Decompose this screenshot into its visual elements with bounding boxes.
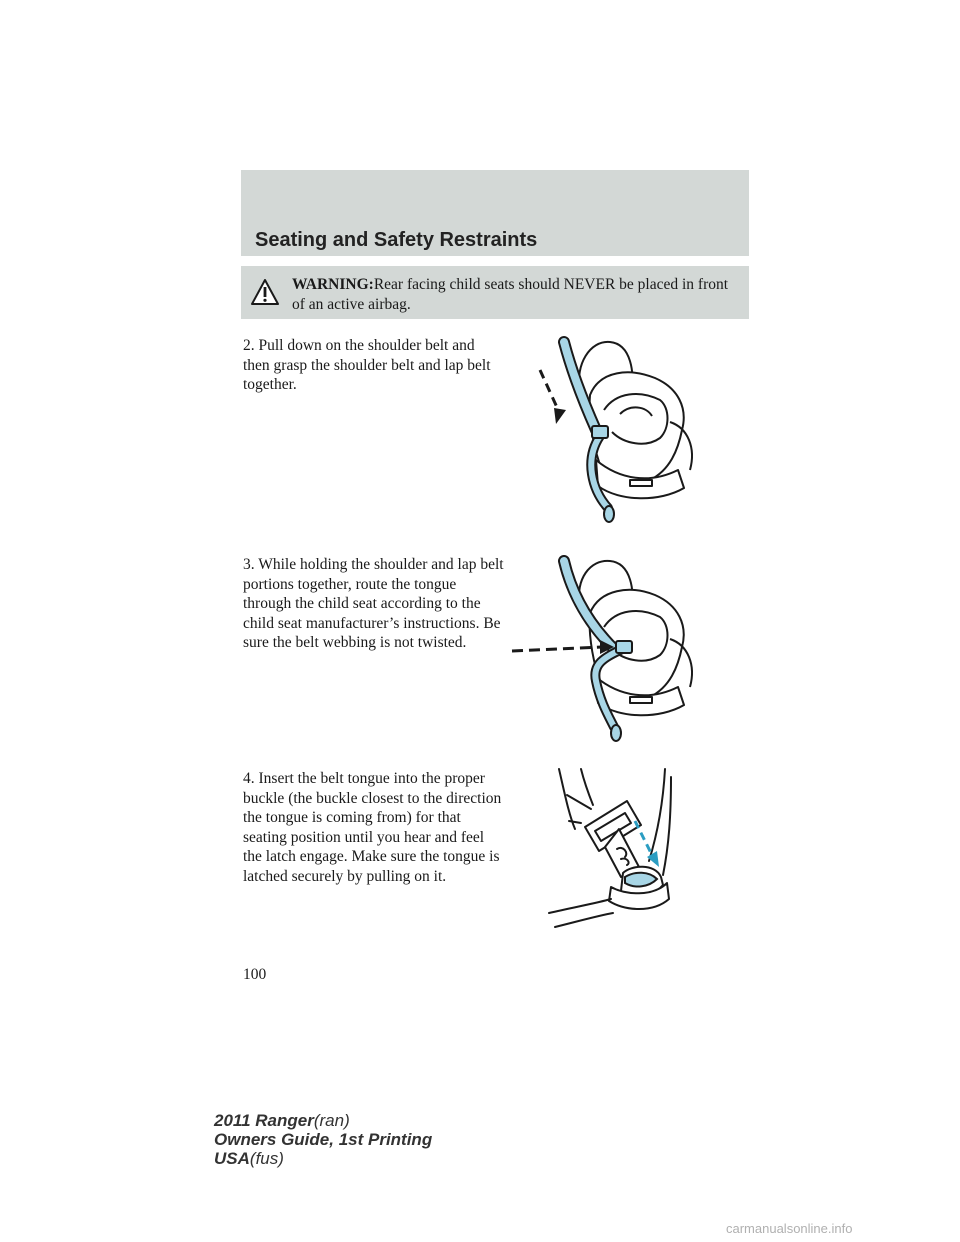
warning-text bbox=[292, 275, 737, 315]
warning-triangle-icon bbox=[250, 278, 280, 306]
child-seat-route-tongue-illustration bbox=[510, 555, 720, 750]
step-4-text: 4. Insert the belt tongue into the proper buckle (the buckle closest to the direction the tongue is coming from) for that seating position until you hear and feel the latch engage. Make sure the tongue is latched securely by pulling on it. bbox=[243, 770, 502, 885]
child-seat-pull-belt-illustration bbox=[520, 330, 720, 530]
footer-guide: Owners Guide, 1st Printing bbox=[214, 1130, 433, 1149]
warning-label: WARNING: bbox=[292, 276, 374, 293]
buckle-insert-illustration bbox=[545, 765, 675, 935]
page-number: 100 bbox=[243, 966, 267, 983]
footer bbox=[214, 1111, 432, 1168]
footer-model: 2011 Ranger bbox=[214, 1111, 314, 1130]
warning-body: Rear facing child seats should NEVER be placed in front of an active airbag. bbox=[292, 276, 729, 313]
watermark: carmanualsonline.info bbox=[726, 1221, 853, 1236]
step-3-text: 3. While holding the shoulder and lap belt portions together, route the tongue through the child seat according to the child seat manufacturer’s instructions. Be sure the belt webbing is not twisted. bbox=[243, 556, 504, 651]
footer-model-code: (ran) bbox=[313, 1111, 350, 1130]
step-2-text: 2. Pull down on the shoulder belt and then grasp the shoulder belt and lap belt together. bbox=[243, 337, 491, 393]
footer-market-code: (fus) bbox=[249, 1149, 284, 1168]
section-title: Seating and Safety Restraints bbox=[255, 229, 538, 251]
footer-market: USA bbox=[214, 1149, 250, 1168]
